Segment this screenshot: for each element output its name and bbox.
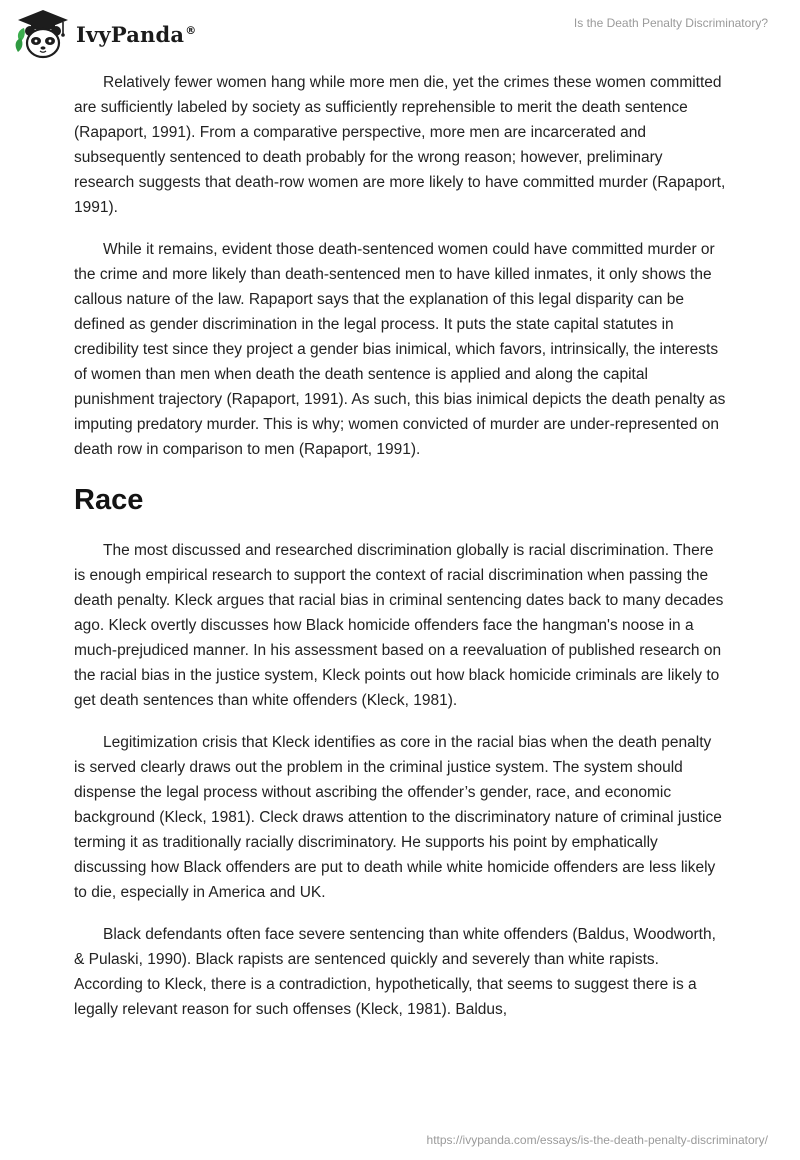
document-title: Is the Death Penalty Discriminatory? (573, 16, 768, 30)
logo-wordmark-text: IvyPanda (76, 21, 185, 47)
page-header (0, 0, 800, 70)
ivypanda-logo[interactable] (14, 8, 196, 60)
footer-url-link[interactable]: https://ivypanda.com/essays/is-the-death-penalty-discriminatory/ (426, 1133, 768, 1147)
section-heading-race: Race (74, 484, 144, 516)
paragraph-women-sentencing: Relatively fewer women hang while more men die, yet the crimes these women committed are sufficiently labeled by society as sufficiently reprehensible to merit the death sentence (Rapaport, 1991). From a comparative perspective, more men are incarcerated and subsequently sentenced to death probably for the wrong reason; however, preliminary research suggests that death-row women are more likely to have committed murder (Rapaport, 1991). (74, 74, 726, 216)
paragraph-legitimization-crisis: Legitimization crisis that Kleck identifies as core in the racial bias when the death penalty is served clearly draws out the problem in the criminal justice system. The system should dispense the legal process without ascribing the offender’s gender, race, and economic background (Kleck, 1981). Cleck draws attention to the discriminatory nature of criminal justice terming it as traditionally racially discriminatory. He supports his point by emphatically discussing how Black offenders are put to death while white homicide offenders are less likely to die, especially in America and UK. (74, 734, 722, 901)
panda-graduate-icon (14, 8, 72, 60)
paragraph-gender-discrimination: While it remains, evident those death-sentenced women could have committed murder or the crime and more likely than death-sentenced men to have killed inmates, it only shows the callous nature of the law. Rapaport says that the explanation of this legal disparity can be defined as gender discrimination in the legal process. It puts the state capital statutes in credibility test since they project a gender bias inimical, which favors, intrinsically, the interests of women than men when death the death sentence is applied and along the capital punishment trajectory (Rapaport, 1991). As such, this bias inimical depicts the death penalty as imputing predatory murder. This is why; women convicted of murder are under-represented on death row in comparison to men (Rapaport, 1991). (74, 241, 726, 458)
essay-content (74, 70, 726, 1039)
paragraph-racial-discrimination: The most discussed and researched discrimination globally is racial discrimination. There is enough empirical research to support the context of racial discrimination when passing the death penalty. Kleck argues that racial bias in criminal sentencing dates back to many decades ago. Kleck overtly discusses how Black homicide offenders face the hangman's noose in a much-prejudiced manner. In his assessment based on a reevaluation of published research on the racial bias in the justice system, Kleck points out how black homicide criminals are likely to get death sentences than white offenders (Kleck, 1981). (74, 542, 724, 709)
registered-mark: ® (185, 23, 197, 37)
logo-wordmark (76, 22, 196, 47)
paragraph-black-defendants: Black defendants often face severe sentencing than white offenders (Baldus, Woodworth, & Pulaski, 1990). Black rapists are sentenced quickly and severely than white rapists. According to Kleck, there is a contradiction, hypothetically, that seems to suggest there is a legally relevant reason for such offenses (Kleck, 1981). Baldus, (74, 926, 716, 1018)
